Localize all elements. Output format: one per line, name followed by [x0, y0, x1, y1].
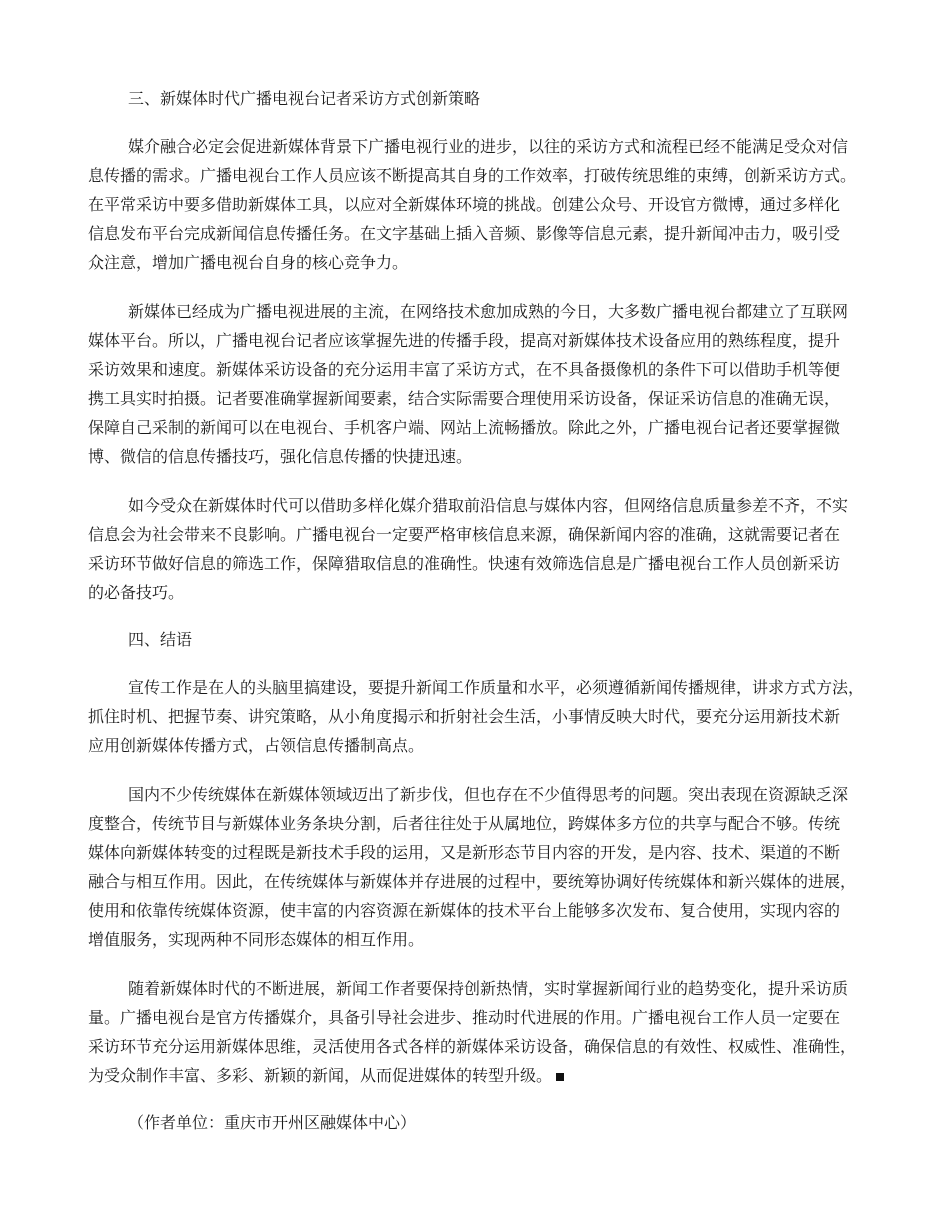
section-3-paragraph-3	[88, 491, 950, 607]
section-3-paragraph-2	[88, 297, 950, 471]
text-line: 媒介融合必定会促进新媒体背景下广播电视行业的进步，以往的采访方式和流程已经不能满足受众对信	[128, 137, 849, 156]
text-line: 度整合，传统节目与新媒体业务条块分割，后者往往处于从属地位，跨媒体多方位的共享与配合不够。传统	[88, 814, 841, 833]
section-4-paragraph-1	[88, 673, 950, 760]
text-line: 保障自己采制的新闻可以在电视台、手机客户端、网站上流畅播放。除此之外，广播电视台记者还要掌握微	[88, 418, 841, 437]
text-line-content: 为受众制作丰富、多彩、新颖的新闻，从而促进媒体的转型升级。	[88, 1066, 553, 1085]
text-line: 增值服务，实现两种不同形态媒体的相互作用。	[88, 930, 425, 949]
article-body	[88, 86, 950, 1136]
text-line: 使用和依靠传统媒体资源，使丰富的内容资源在新媒体的技术平台上能够多次发布、复合使用，实现内容的	[88, 901, 841, 920]
text-line: 在平常采访中要多借助新媒体工具，以应对全新媒体环境的挑战。创建公众号、开设官方微博，通过多样化	[88, 195, 841, 214]
text-line: 融合与相互作用。因此，在传统媒体与新媒体并存进展的过程中，要统筹协调好传统媒体和新兴媒体的进展，	[88, 872, 857, 891]
text-line: 携工具实时拍摄。记者要准确掌握新闻要素，结合实际需要合理使用采访设备，保证采访信息的准确无误，	[88, 389, 841, 408]
text-line: 宣传工作是在人的头脑里搞建设，要提升新闻工作质量和水平，必须遵循新闻传播规律，讲求方式方法，	[128, 678, 865, 697]
text-line: 量。广播电视台是官方传播媒介，具备引导社会进步、推动时代进展的作用。广播电视台工作人员一定要在	[88, 1008, 841, 1027]
text-line: 息传播的需求。广播电视台工作人员应该不断提高其自身的工作效率，打破传统思维的束缚，创新采访方式。	[88, 166, 857, 185]
end-of-article-mark	[556, 1073, 564, 1081]
author-affiliation: （作者单位：重庆市开州区融媒体中心）	[128, 1113, 417, 1132]
text-line: 采访环节充分运用新媒体思维，灵活使用各式各样的新媒体采访设备，确保信息的有效性、权威性、准确性，	[88, 1037, 857, 1056]
section-4-paragraph-2	[88, 780, 950, 954]
text-line	[88, 1061, 950, 1090]
text-line: 媒体向新媒体转变的过程既是新技术手段的运用，又是新形态节目内容的开发，是内容、技术、渠道的不断	[88, 843, 841, 862]
text-line: 博、微信的信息传播技巧，强化信息传播的快捷迅速。	[88, 447, 473, 466]
text-line: 国内不少传统媒体在新媒体领域迈出了新步伐，但也存在不少值得思考的问题。突出表现在资源缺乏深	[128, 785, 849, 804]
text-line: 媒体平台。所以，广播电视台记者应该掌握先进的传播手段，提高对新媒体技术设备应用的熟练程度，提升	[88, 331, 841, 350]
text-line: 如今受众在新媒体时代可以借助多样化媒介猎取前沿信息与媒体内容，但网络信息质量参差不齐，不实	[128, 496, 849, 515]
text-line: 的必备技巧。	[88, 583, 185, 602]
text-line: 众注意，增加广播电视台自身的核心竞争力。	[88, 253, 409, 272]
text-line: 抓住时机、把握节奏、讲究策略，从小角度揭示和折射社会生活，小事情反映大时代，要充分运用新技术新	[88, 707, 841, 726]
text-line: 信息会为社会带来不良影响。广播电视台一定要严格审核信息来源，确保新闻内容的准确，这就需要记者在	[88, 525, 841, 544]
section-3-paragraph-1	[88, 132, 950, 277]
text-line: 新媒体已经成为广播电视进展的主流，在网络技术愈加成熟的今日，大多数广播电视台都建立了互联网	[128, 302, 849, 321]
text-line: 信息发布平台完成新闻信息传播任务。在文字基础上插入音频、影像等信息元素，提升新闻冲击力，吸引受	[88, 224, 841, 243]
section-4-paragraph-3	[88, 974, 950, 1090]
text-line: 随着新媒体时代的不断进展，新闻工作者要保持创新热情，实时掌握新闻行业的趋势变化，提升采访质	[128, 979, 849, 998]
section-3-heading: 三、新媒体时代广播电视台记者采访方式创新策略	[128, 89, 481, 108]
text-line: 应用创新媒体传播方式，占领信息传播制高点。	[88, 736, 425, 755]
section-4-heading: 四、结语	[128, 630, 193, 649]
text-line: 采访效果和速度。新媒体采访设备的充分运用丰富了采访方式，在不具备摄像机的条件下可以借助手机等便	[88, 360, 841, 379]
text-line: 采访环节做好信息的筛选工作，保障猎取信息的准确性。快速有效筛选信息是广播电视台工作人员创新采访	[88, 554, 841, 573]
